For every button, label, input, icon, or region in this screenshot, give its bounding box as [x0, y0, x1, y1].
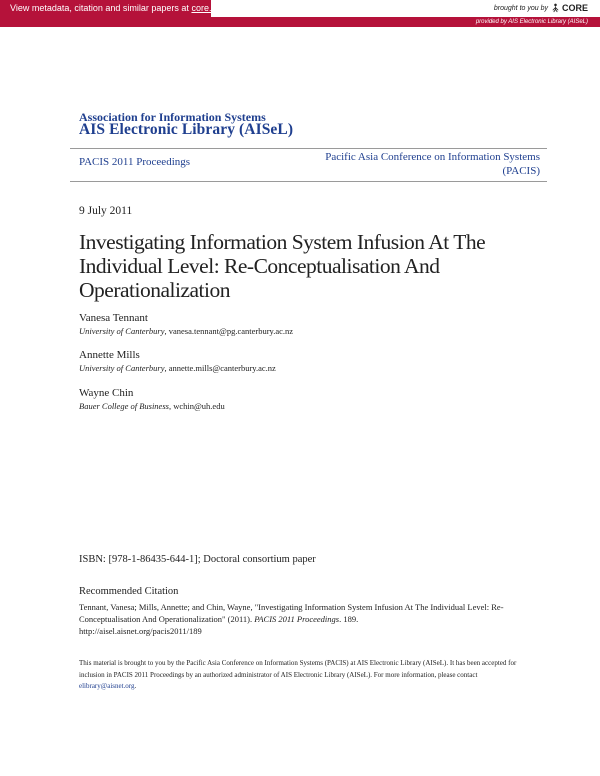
- footer-text: This material is brought to you by the Pacific Asia Conference on Information Systems (PACIS) at AIS Electronic Library (AISeL). It has been accepted for inclusion in PACIS 2011 Proceedings by an authorized administrator of AIS Electronic Library (AISeL). For more information, please contact: [79, 659, 517, 679]
- proceedings-link[interactable]: PACIS 2011 Proceedings: [79, 156, 191, 168]
- core-provided-bar: [0, 17, 600, 27]
- core-link[interactable]: core.ac.uk: [191, 3, 233, 13]
- core-provided-text: provided by AIS Electronic Library (AISeL): [475, 19, 588, 25]
- core-view-text: View metadata, citation and similar papers at: [10, 3, 189, 13]
- author-email: , annette.mills@canterbury.ac.nz: [164, 363, 276, 373]
- author-institution: Bauer College of Business: [79, 401, 169, 411]
- author-affiliation: [79, 326, 293, 336]
- association-name[interactable]: Association for Information Systems: [79, 110, 266, 124]
- core-brought-by[interactable]: [494, 3, 588, 13]
- isbn-line: ISBN: [978-1-86435-644-1]; Doctoral consortium paper: [79, 554, 316, 565]
- publication-date: 9 July 2011: [79, 205, 133, 217]
- library-name[interactable]: AIS Electronic Library (AISeL): [79, 121, 294, 138]
- citation-url[interactable]: http://aisel.aisnet.org/pacis2011/189: [79, 626, 202, 636]
- conference-line-1: Pacific Asia Conference on Information Systems: [325, 151, 540, 163]
- author-email: , wchin@uh.edu: [168, 401, 225, 411]
- citation-main: Tennant, Vanesa; Mills, Annette; and Chin, Wayne, "Investigating Information System Infusion At The Individual Level: Re-Conceptualisation And Operationalization" (2011).: [79, 602, 504, 624]
- author-email: , vanesa.tennant@pg.canterbury.ac.nz: [164, 326, 294, 336]
- author-name: Vanesa Tennant: [79, 312, 148, 324]
- footer-end: .: [134, 682, 137, 690]
- conference-link[interactable]: [310, 150, 540, 178]
- citation-number: . 189.: [339, 614, 359, 624]
- recommended-citation-heading: Recommended Citation: [79, 586, 179, 597]
- footer-email-link[interactable]: elibrary@aisnet.org: [79, 682, 135, 690]
- core-logo-icon: [551, 3, 560, 13]
- author-name: Wayne Chin: [79, 387, 134, 399]
- core-brought-text: brought to you by: [493, 4, 548, 12]
- footer-notice: [79, 658, 519, 693]
- core-banner: [0, 0, 600, 28]
- divider-top: [70, 148, 547, 149]
- author-institution: University of Canterbury: [79, 363, 165, 373]
- core-view-metadata: [0, 0, 233, 17]
- core-logo-text: CORE: [561, 3, 588, 13]
- author-affiliation: [79, 401, 225, 411]
- author-name: Annette Mills: [79, 349, 140, 361]
- paper-title: Investigating Information System Infusion At The Individual Level: Re-Conceptualisation And Operationalization: [79, 230, 486, 302]
- recommended-citation-text: [79, 601, 519, 637]
- citation-proceedings: PACIS 2011 Proceedings: [254, 614, 340, 624]
- conference-line-2: (PACIS): [502, 165, 540, 177]
- author-institution: University of Canterbury: [79, 326, 165, 336]
- core-logo[interactable]: [551, 3, 588, 13]
- divider-bottom: [70, 181, 547, 182]
- author-affiliation: [79, 363, 276, 373]
